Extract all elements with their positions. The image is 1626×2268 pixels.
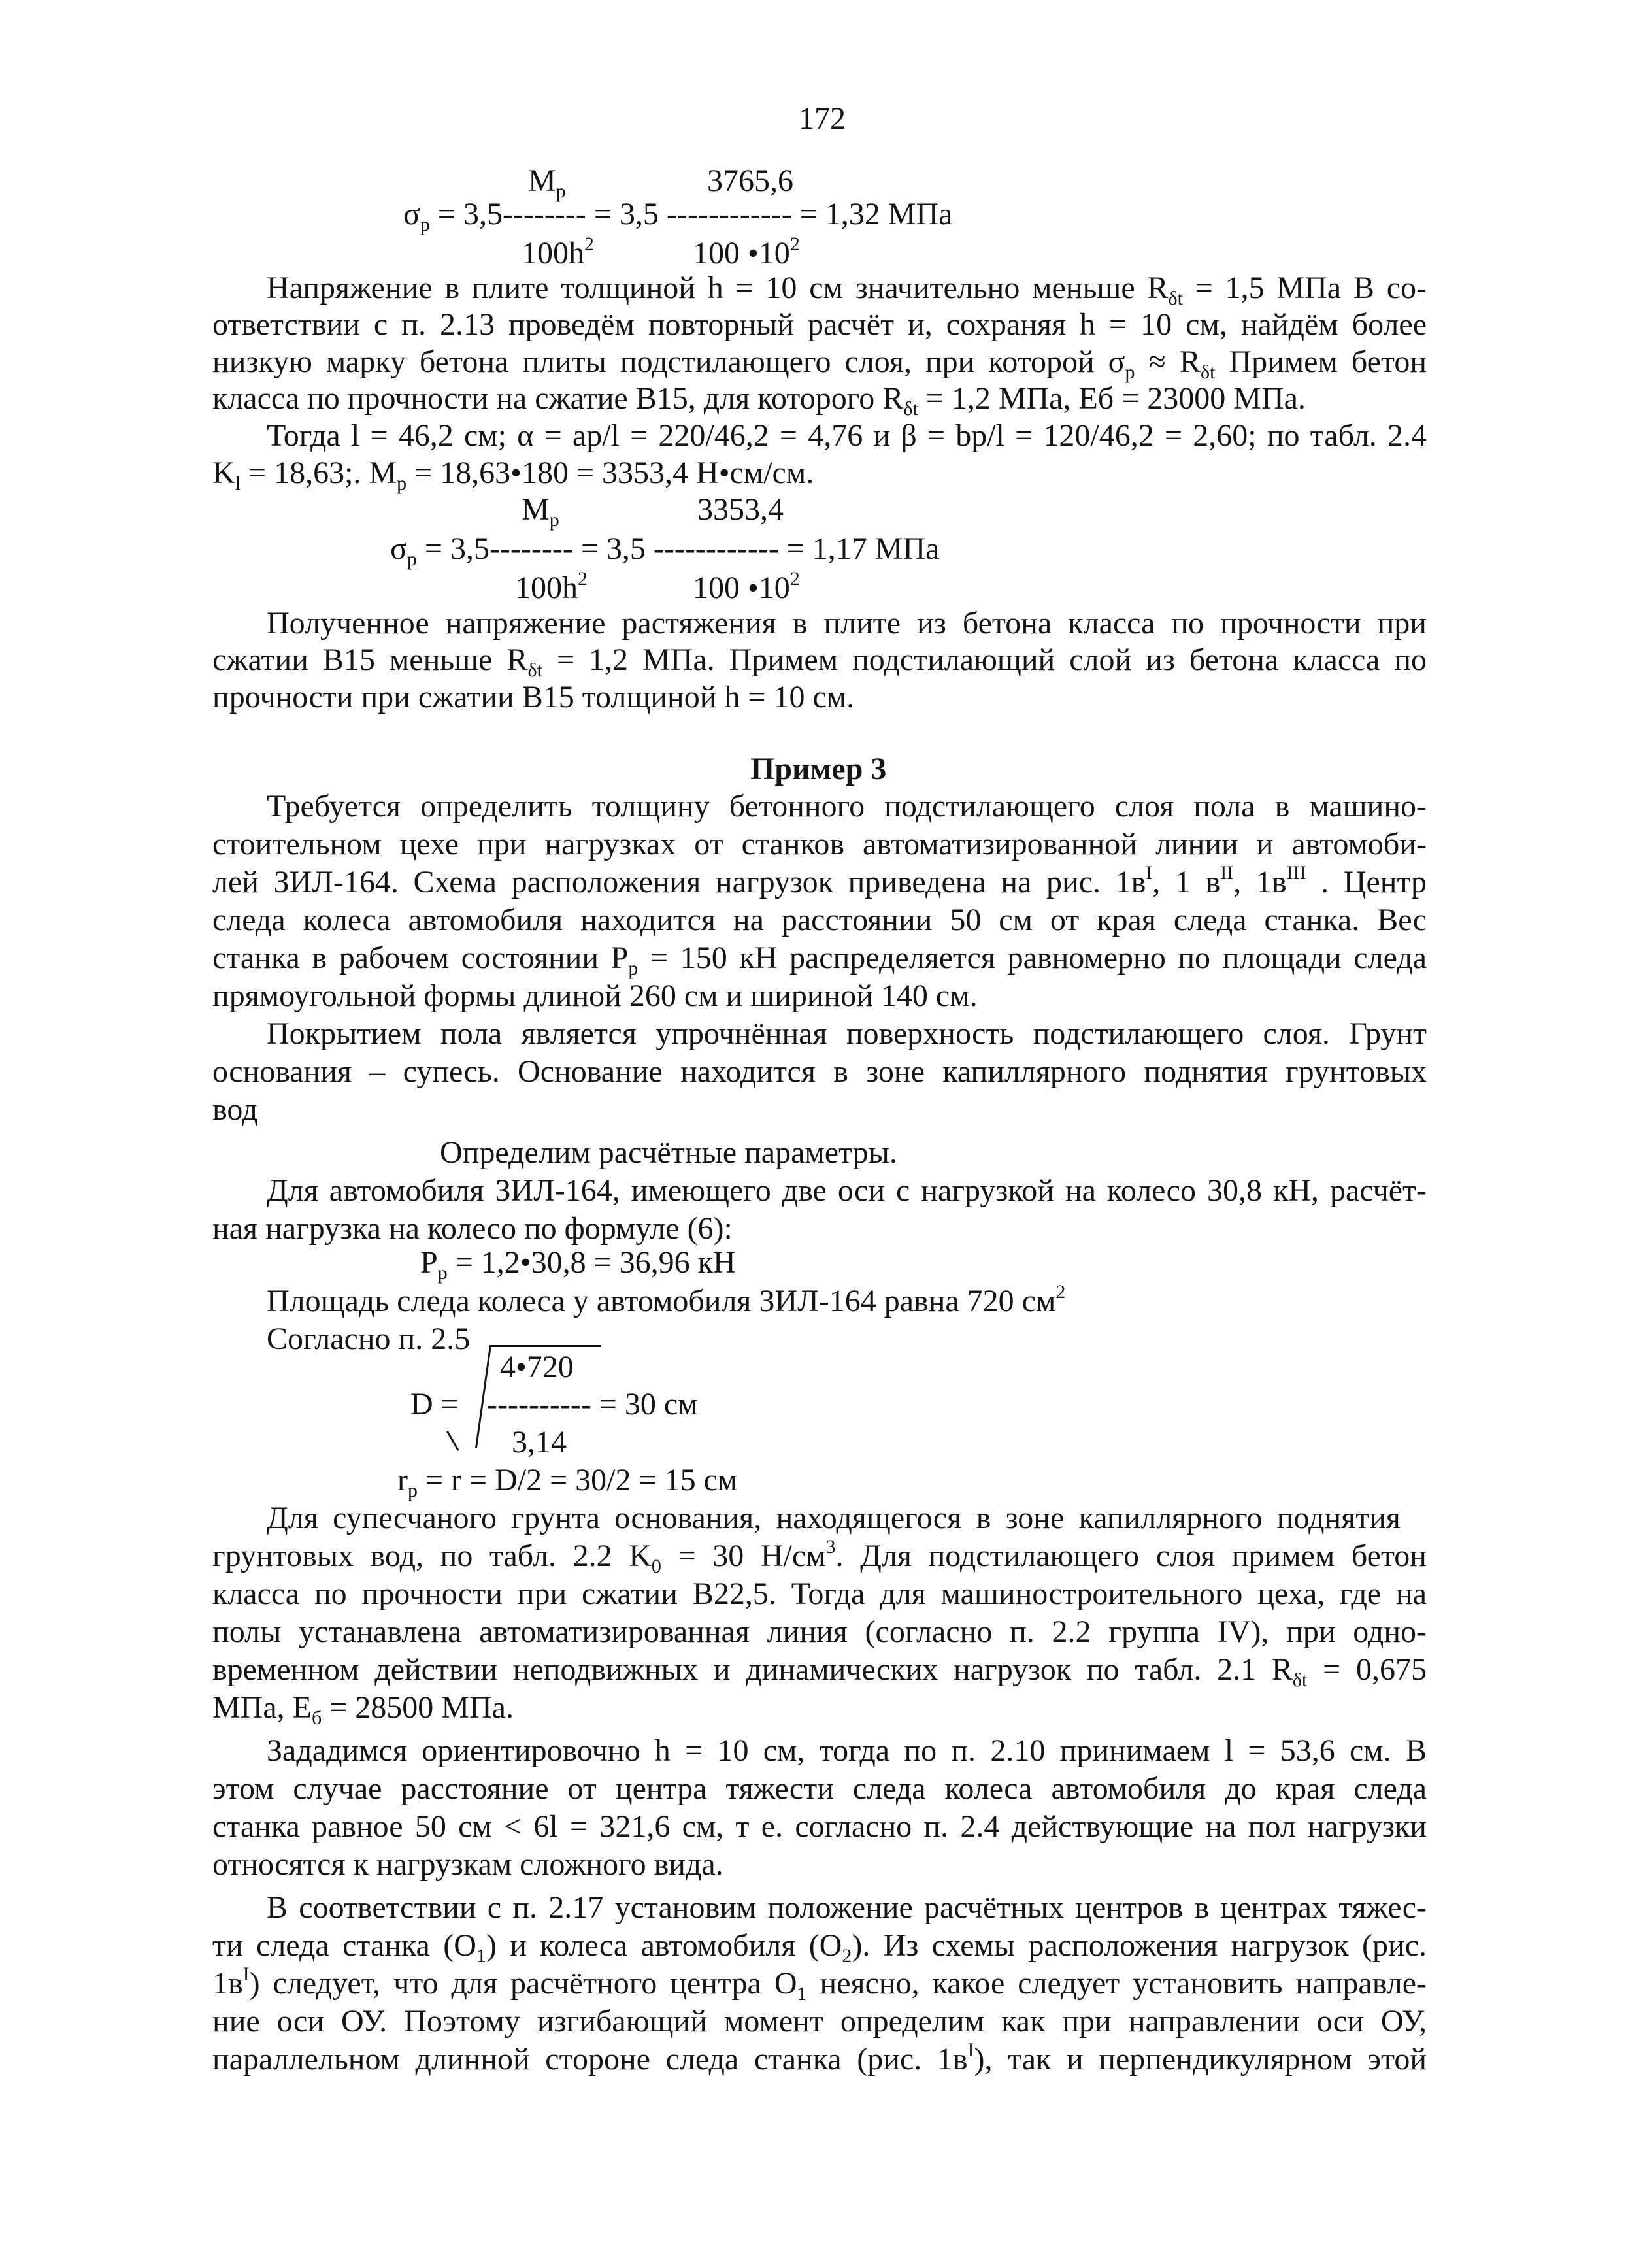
- paragraph-2-line-1: Тогда l = 46,2 см; α = ap/l = 220/46,2 = 4,76 и β = bp/l = 120/46,2 = 2,60; по табл. 2.4: [267, 418, 1427, 453]
- formula4-lhs: D =: [410, 1387, 459, 1422]
- page-number: 172: [799, 101, 846, 136]
- formula1-numerator-left: $M_p$: [528, 163, 566, 202]
- formula5: $r_p = r = D/2 = 30/2 = 15$ см: [397, 1463, 738, 1501]
- formula2-numerator-right: 3353,4: [697, 492, 784, 527]
- paragraph-6: Определим расчётные параметры.: [440, 1135, 897, 1170]
- paragraph-5-line-2: основания – супесь. Основание находится в зоне капиллярного поднятия грунтовых: [212, 1054, 1427, 1089]
- paragraph-8: Площадь следа колеса у автомобиля ЗИЛ-164 равна 720 $см^2$: [267, 1281, 1066, 1318]
- paragraph-1-line-1: Напряжение в плите толщиной h = 10 см значительно меньше $R_{\delta t} = 1,5$ МПа В со-: [267, 271, 1427, 309]
- paragraph-5-line-1: Покрытием пола является упрочнённая поверхность подстилающего слоя. Грунт: [267, 1016, 1427, 1051]
- paragraph-4-line-1: Требуется определить толщину бетонного подстилающего слоя пола в машино-: [267, 789, 1427, 824]
- formula2-main-line: $\sigma_p = 3,5-------- = 3,5$ ------------ = 1,17 МПа: [390, 531, 940, 570]
- paragraph-10-line-5: временном действии неподвижных и динамических нагрузок по табл. 2.1 $R_{\delta t} = 0,675$: [212, 1652, 1427, 1691]
- paragraph-9: Согласно п. 2.5: [267, 1322, 471, 1356]
- formula2-denominator-right: 100 $•10^2$: [693, 568, 800, 605]
- paragraph-5-line-3: вод: [212, 1092, 258, 1127]
- paragraph-10-line-4: полы устанавлена автоматизированная линия (согласно п. 2.2 группа IV), при одно-: [212, 1614, 1427, 1649]
- formula1-main-line: $\sigma_p = 3,5-------- = 3,5$ ------------ = 1,32 МПа: [403, 197, 953, 235]
- paragraph-3-line-2: сжатии В15 меньше $R_{\delta t} = 1,2$ МПа. Примем подстилающий слой из бетона класса по: [212, 642, 1427, 681]
- paragraph-12-line-1: В соответствии с п. 2.17 установим положение расчётных центров в центрах тяжес-: [267, 1890, 1427, 1925]
- sqrt-overline: [489, 1345, 601, 1347]
- formula3: $P_p$ = 1,2•30,8 = 36,96 кН: [420, 1245, 736, 1284]
- paragraph-10-line-1: Для супесчаного грунта основания, находящегося в зоне капиллярного поднятия: [267, 1501, 1401, 1535]
- paragraph-10-line-6: МПа, $Е_б = 28500$ МПа.: [212, 1690, 514, 1729]
- paragraph-4-line-3: лей ЗИЛ-164. Схема расположения нагрузок приведена на рис. $1в^I$, 1 $в^{II}$, $1в^{III}$ . Центр: [212, 862, 1427, 899]
- paragraph-12-line-3: $1в^I$) следует, что для расчётного центра $O_1$ неясно, какое следует установить направле-: [212, 1963, 1427, 2005]
- paragraph-1-line-3: низкую марку бетона плиты подстилающего слоя, при которой $\sigma_p \approx R_{\delta t}$ Примем бетон: [212, 344, 1427, 383]
- paragraph-7-line-1: Для автомобиля ЗИЛ-164, имеющего две оси с нагрузкой на колесо 30,8 кН, расчёт-: [267, 1173, 1427, 1208]
- formula2-denominator-left: $100h^2$: [515, 568, 588, 605]
- formula2-numerator-left: $M_p$: [522, 492, 559, 531]
- formula1-numerator-right: 3765,6: [707, 163, 793, 198]
- paragraph-1-line-2: ответствии с п. 2.13 проведём повторный расчёт и, сохраняя h = 10 см, найдём более: [212, 307, 1427, 342]
- formula1-denominator-right: 100 $•10^2$: [693, 233, 800, 271]
- paragraph-11-line-1: Зададимся ориентировочно h = 10 см, тогда по п. 2.10 принимаем l = 53,6 см. В: [267, 1733, 1427, 1768]
- paragraph-10-line-2: грунтовых вод, по табл. 2.2 $K_0 = 30$ $Н/см^3$. Для подстилающего слоя примем бетон: [212, 1536, 1427, 1577]
- paragraph-11-line-2: этом случае расстояние от центра тяжести следа колеса автомобиля до края следа: [212, 1771, 1427, 1806]
- paragraph-4-line-4: следа колеса автомобиля находится на расстоянии 50 см от края следа станка. Вес: [212, 903, 1427, 937]
- paragraph-3-line-3: прочности при сжатии В15 толщиной h = 10 см.: [212, 680, 855, 714]
- paragraph-10-line-3: класса по прочности при сжатии В22,5. Тогда для машиностроительного цеха, где на: [212, 1576, 1427, 1611]
- example-heading: Пример 3: [750, 752, 887, 786]
- paragraph-12-line-4: ние оси ОУ. Поэтому изгибающий момент определим как при направлении оси ОУ,: [212, 2004, 1427, 2039]
- paragraph-4-line-5: станка в рабочем состоянии $P_p = 150$ кН распределяется равномерно по площади следа: [212, 941, 1427, 979]
- paragraph-7-line-2: ная нагрузка на колесо по формуле (6):: [212, 1211, 733, 1246]
- paragraph-11-line-3: станка равное 50 см < 6l = 321,6 см, т е. согласно п. 2.4 действующие на пол нагрузки: [212, 1809, 1427, 1844]
- formula4-numerator: 4•720: [500, 1350, 574, 1384]
- paragraph-12-line-2: ти следа станка $(O_1)$ и колеса автомобиля $(O_2)$. Из схемы расположения нагрузок (рис.: [212, 1928, 1427, 1967]
- paragraph-4-line-2: стоительном цехе при нагрузках от станков автоматизированной линии и автомоби-: [212, 827, 1427, 861]
- formula1-denominator-left: $100h^2$: [522, 233, 594, 271]
- paragraph-12-line-5: параллельном длинной стороне следа станка (рис. $1в^I$), так и перпендикулярном этой: [212, 2039, 1427, 2076]
- paragraph-2-line-2: $K_l = 18,63$;. $M_p$ = 18,63•180 = 3353,4 Н•см/см.: [212, 456, 814, 494]
- formula4-denominator: 3,14: [512, 1425, 567, 1459]
- paragraph-3-line-1: Полученное напряжение растяжения в плите из бетона класса по прочности при: [267, 606, 1427, 641]
- paragraph-1-line-4: класса по прочности на сжатие В15, для которого $R_{\delta t} = 1,2$ МПа, Еб = 23000 МПа.: [212, 381, 1306, 420]
- paragraph-11-line-4: относятся к нагрузкам сложного вида.: [212, 1847, 723, 1882]
- sqrt-tick: [446, 1431, 459, 1451]
- paragraph-4-line-6: прямоугольной формы длиной 260 см и шириной 140 см.: [212, 978, 978, 1013]
- formula4-main-line: ---------- = 30 см: [487, 1387, 698, 1422]
